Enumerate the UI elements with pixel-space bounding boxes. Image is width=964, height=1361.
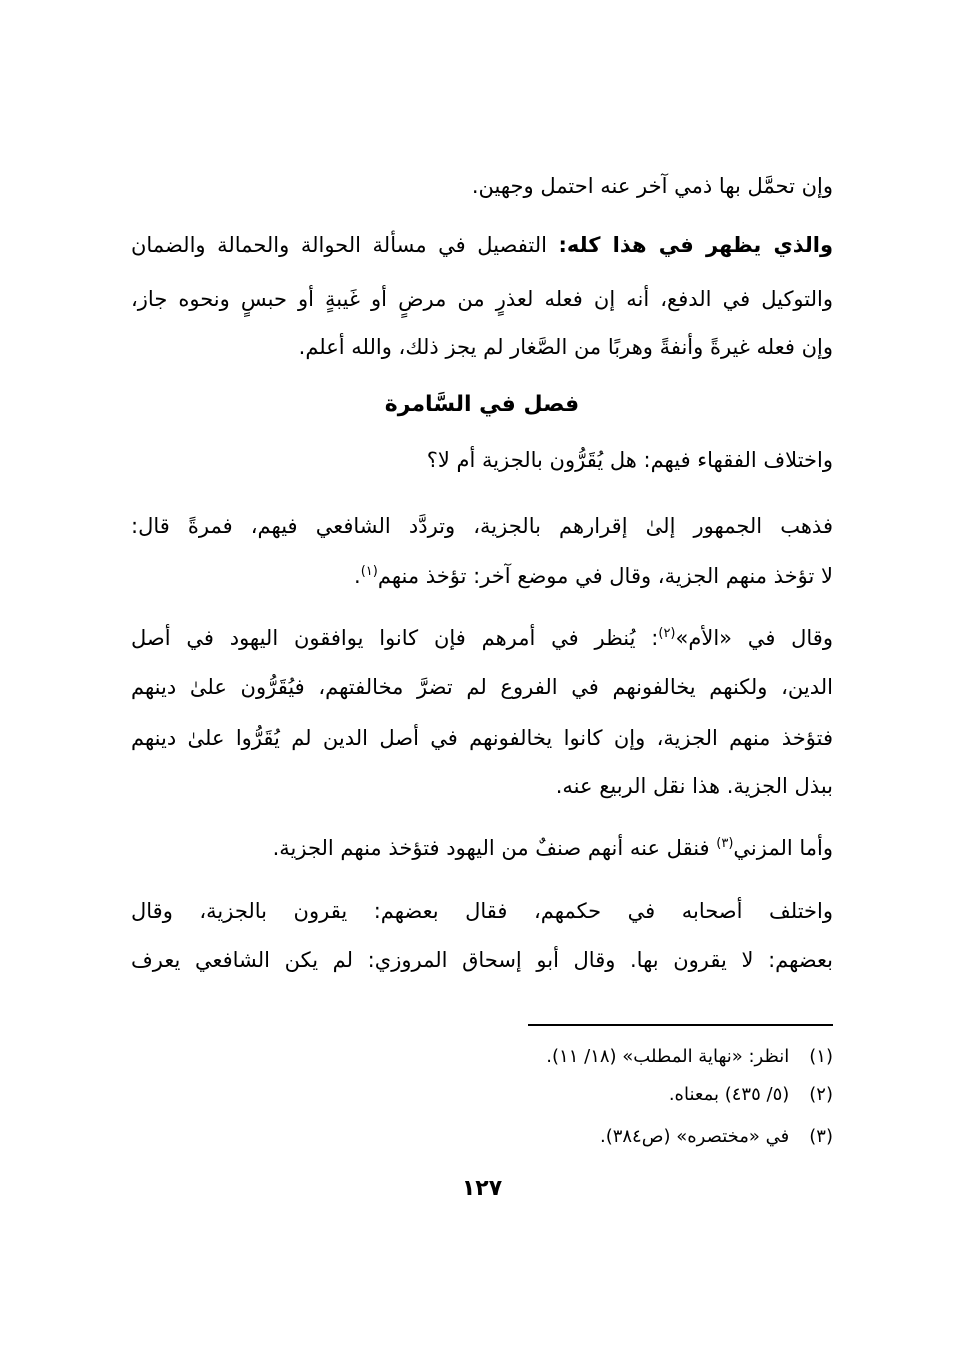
- body-line: [131, 506, 833, 546]
- body-text: فتؤخذ منهم الجزية، وإن كانوا يخالفونهم في أصل الدين لم يُقَرُّوا علىٰ دينهم: [131, 726, 833, 750]
- section-heading: فصل في السَّامرة: [384, 392, 580, 417]
- body-line: [131, 667, 833, 707]
- body-text: لا تؤخذ منهم الجزية، وقال في موضع آخر: تؤخذ منهم: [377, 564, 833, 588]
- body-text: التفصيل في مسألة الحوالة والحمالة والضمان: [131, 233, 559, 257]
- footnote-number: (٣): [809, 1126, 833, 1147]
- body-text: بعضهم: لا يقرون بها. وقال أبو إسحاق المروزي: لم يكن الشافعي يعرف: [131, 948, 833, 972]
- body-line: [131, 166, 833, 206]
- footnote-number: (١): [809, 1046, 833, 1067]
- footnote-item: [131, 1040, 833, 1074]
- body-line: [131, 279, 833, 319]
- body-text: وأما المزني: [733, 836, 833, 860]
- footnote-ref[interactable]: (١): [360, 564, 378, 579]
- body-text: وإن فعله غيرةً وأنفةً وهربًا من الصَّغار لم يجز ذلك، والله أعلم.: [298, 335, 833, 359]
- body-text: الدين، ولكنهم يخالفونهم في الفروع لم تضرَّ مخالفتهم، فيُقَرُّون علىٰ دينهم: [131, 675, 833, 699]
- body-text: : يُنظر في أمرهم فإن كانوا يوافقون اليهود في أصل: [131, 626, 659, 650]
- body-text: فذهب الجمهور إلىٰ إقرارهم بالجزية، وتردَّد الشافعي فيهم، فمرةً قال:: [131, 514, 833, 538]
- body-line: [131, 556, 833, 596]
- body-text: والتوكيل في الدفع، أنه إن فعله لعذرٍ من مرضٍ أو غَيبةٍ أو حبسٍ ونحوه جاز،: [131, 287, 833, 311]
- footnote-text: في «مختصره» (ص٣٨٤).: [599, 1126, 790, 1147]
- footnote-number: (٢): [809, 1084, 833, 1105]
- body-text: ببذل الجزية. هذا نقل الربيع عنه.: [555, 774, 833, 798]
- footnote-text: (٥/ ٤٣٥) بمعناه.: [668, 1084, 790, 1105]
- footnote-ref[interactable]: (٣): [716, 836, 734, 851]
- body-text: وإن تحمَّل بها ذمي آخر عنه احتمل وجهين.: [471, 174, 833, 198]
- body-text: وقال في «الأم»: [675, 626, 833, 650]
- body-line: [131, 718, 833, 758]
- body-line: [131, 440, 833, 480]
- body-line: [131, 940, 833, 980]
- body-line: [131, 225, 833, 265]
- footnote-item: [131, 1120, 833, 1154]
- body-text: .: [354, 564, 361, 588]
- footnote-ref[interactable]: (٢): [658, 626, 676, 641]
- body-text: واختلف أصحابه في حكمهم، فقال بعضهم: يقرون بالجزية، وقال: [131, 899, 833, 923]
- footnote-text: انظر: «نهاية المطلب» (١٨/ ١١).: [546, 1046, 790, 1067]
- page-number: ١٢٧: [461, 1176, 503, 1201]
- body-line: [131, 828, 833, 868]
- body-line: [131, 766, 833, 806]
- body-line: [131, 618, 833, 658]
- body-text: فنقل عنه أنهم صنفٌ من اليهود فتؤخذ منهم الجزية.: [272, 836, 717, 860]
- footnote-item: [131, 1078, 833, 1112]
- body-line: [131, 327, 833, 367]
- footnote-separator: [528, 1024, 833, 1026]
- body-line: [131, 891, 833, 931]
- bold-lead-text: والذي يظهر في هذا كله:: [558, 233, 833, 257]
- body-text: واختلاف الفقهاء فيهم: هل يُقَرُّون بالجزية أم لا؟: [426, 448, 833, 472]
